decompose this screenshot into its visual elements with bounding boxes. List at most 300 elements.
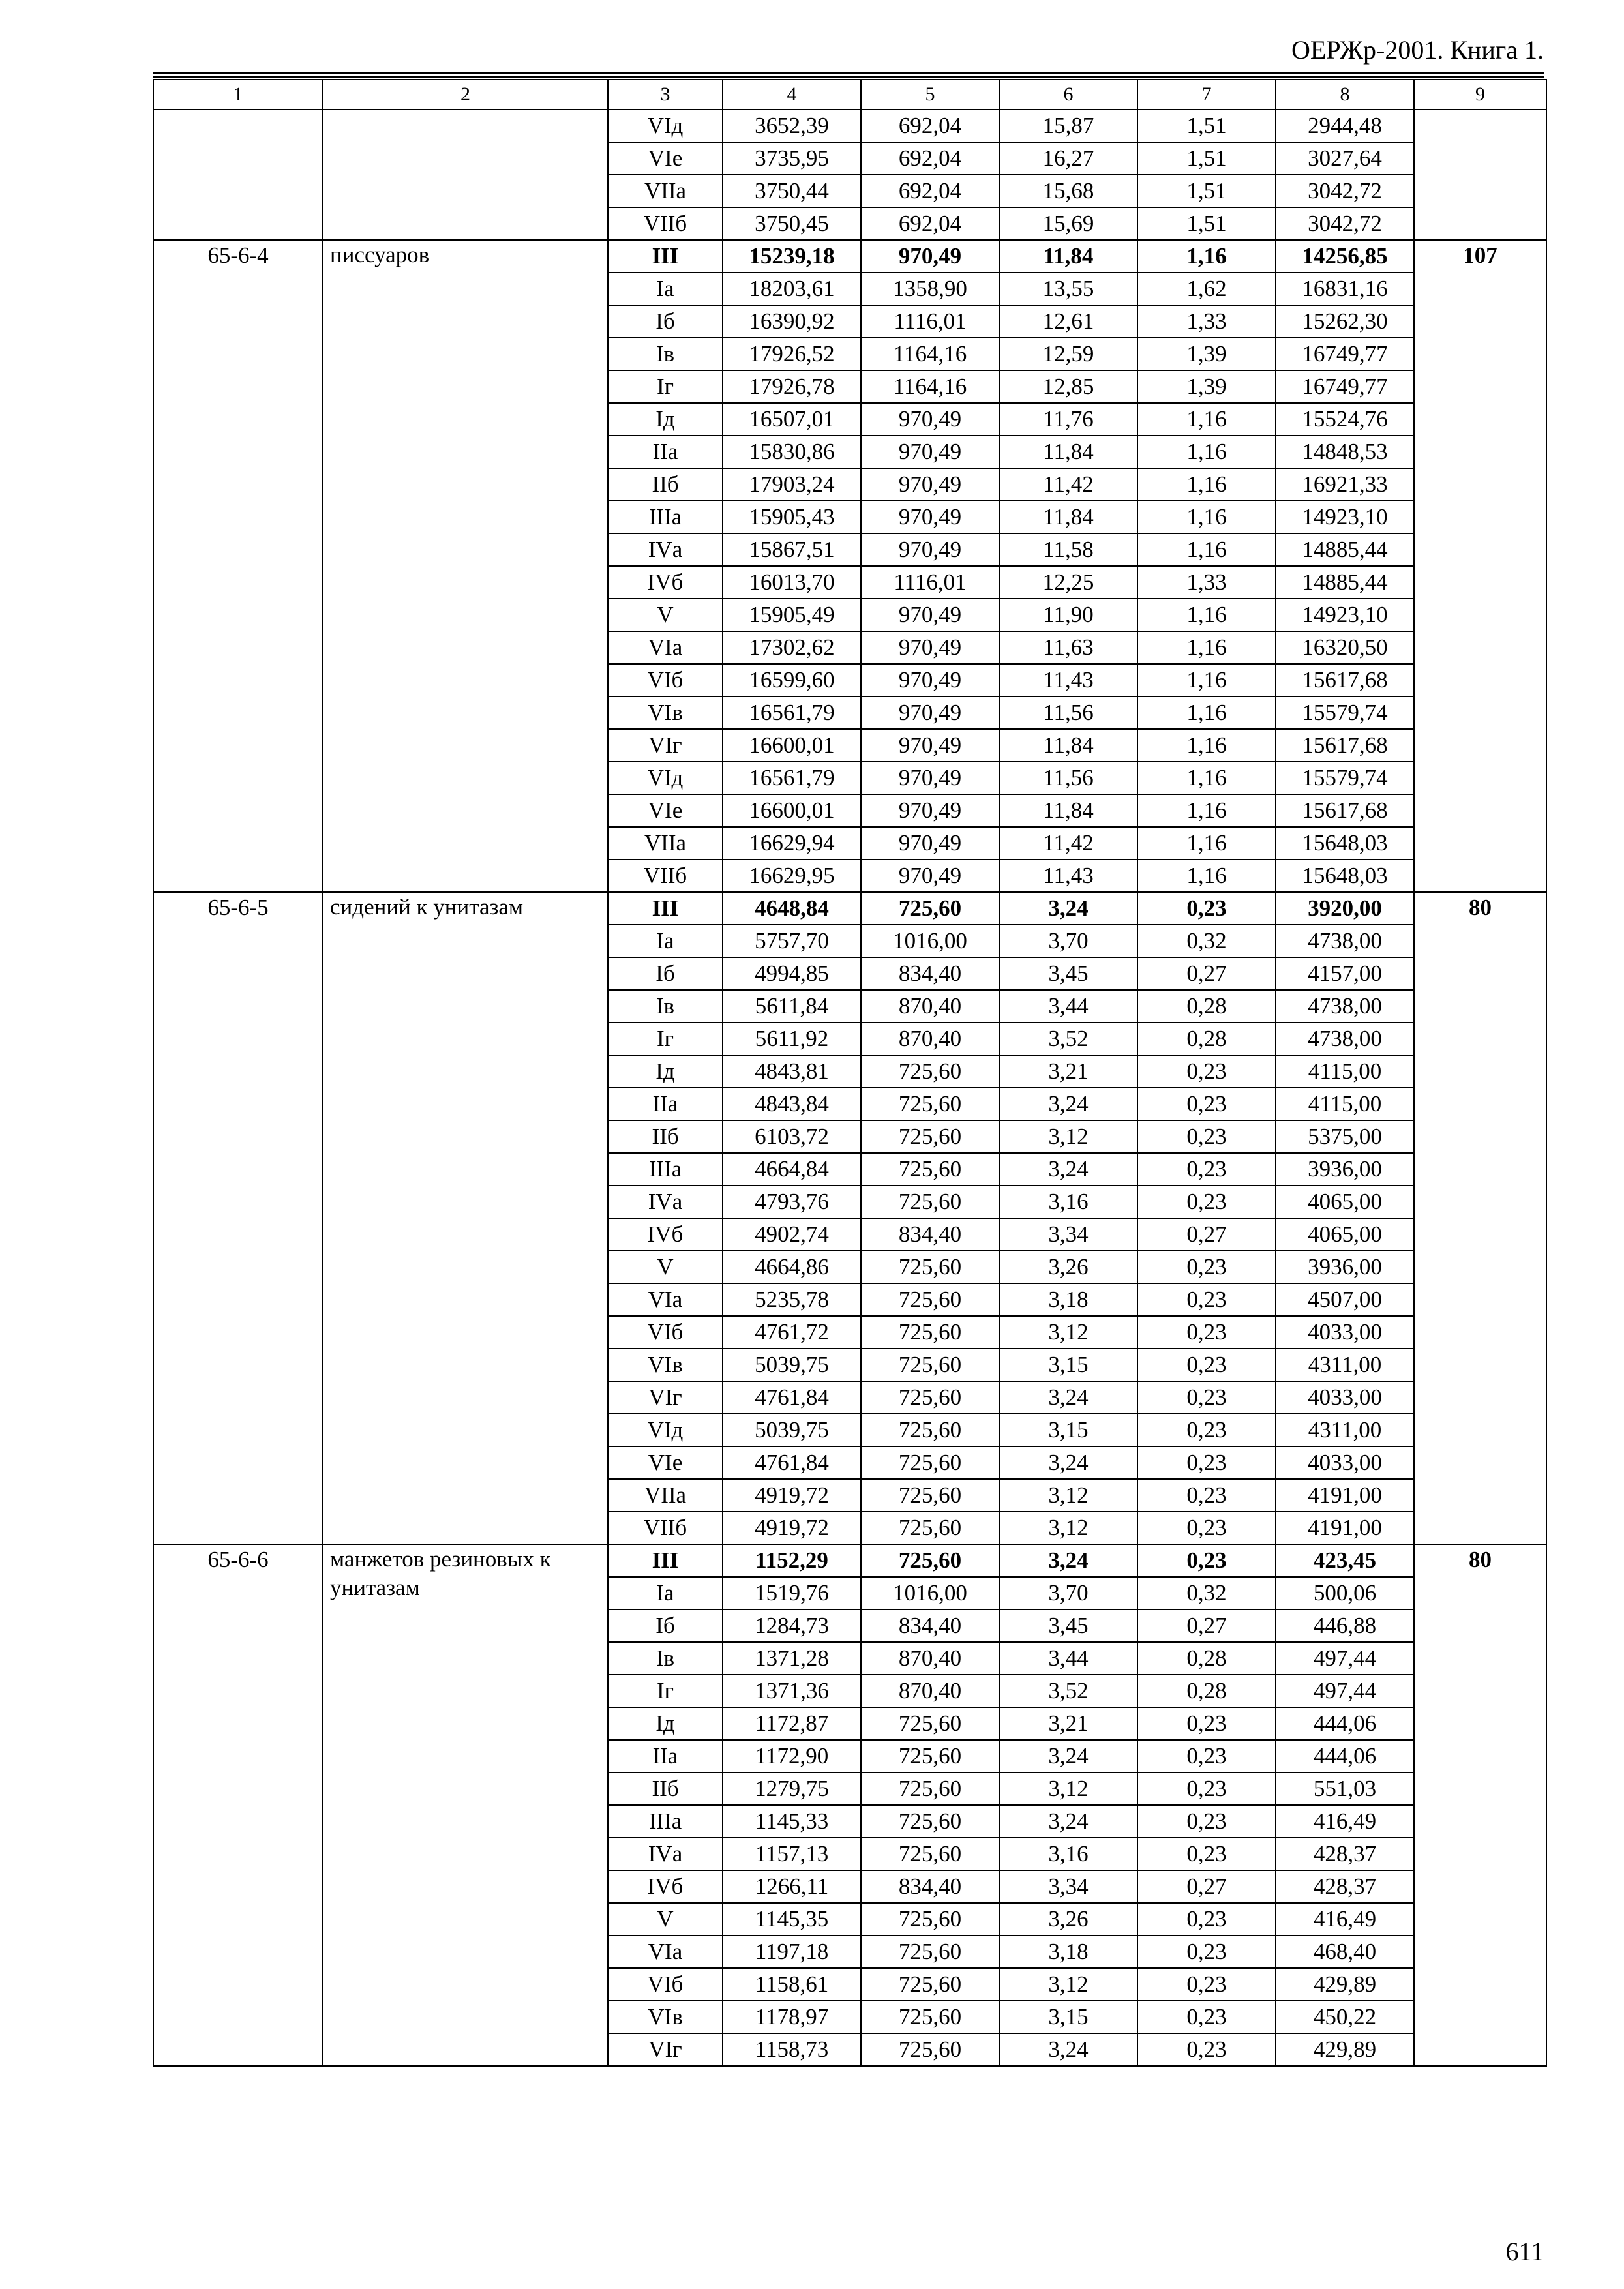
- value-cell: 1,16: [1137, 631, 1276, 664]
- value-cell: 0,23: [1137, 1186, 1276, 1218]
- value-cell: 3,15: [999, 2001, 1137, 2033]
- value-cell: 3,24: [999, 1740, 1137, 1773]
- value-cell: 0,32: [1137, 925, 1276, 957]
- value-cell: 11,58: [999, 533, 1137, 566]
- value-cell: 1,16: [1137, 240, 1276, 273]
- value-cell: 15579,74: [1276, 696, 1414, 729]
- value-cell: 3,34: [999, 1218, 1137, 1251]
- item-count-cell: 80: [1414, 1544, 1546, 2066]
- value-cell: 3,34: [999, 1870, 1137, 1903]
- value-cell: 5611,92: [723, 1023, 861, 1055]
- value-cell: 3,16: [999, 1186, 1137, 1218]
- region-cell: VIд: [608, 1414, 723, 1446]
- value-cell: 0,23: [1137, 1251, 1276, 1283]
- value-cell: 3652,39: [723, 110, 861, 142]
- region-cell: Iв: [608, 1642, 723, 1675]
- value-cell: 0,23: [1137, 2001, 1276, 2033]
- value-cell: 1172,90: [723, 1740, 861, 1773]
- value-cell: 870,40: [861, 1023, 999, 1055]
- column-number-cell: 9: [1414, 80, 1546, 110]
- document-header-title: ОЕРЖр-2001. Книга 1.: [1291, 35, 1544, 65]
- value-cell: 429,89: [1276, 2033, 1414, 2066]
- value-cell: 3,24: [999, 1153, 1137, 1186]
- value-cell: 4738,00: [1276, 990, 1414, 1023]
- value-cell: 468,40: [1276, 1936, 1414, 1968]
- value-cell: 4902,74: [723, 1218, 861, 1251]
- region-cell: IIа: [608, 436, 723, 468]
- value-cell: 0,23: [1137, 1544, 1276, 1577]
- value-cell: 4919,72: [723, 1479, 861, 1512]
- region-cell: VIе: [608, 1446, 723, 1479]
- value-cell: 3,44: [999, 1642, 1137, 1675]
- value-cell: 0,23: [1137, 1349, 1276, 1381]
- value-cell: 970,49: [861, 631, 999, 664]
- region-cell: IIа: [608, 1740, 723, 1773]
- value-cell: 0,23: [1137, 892, 1276, 925]
- value-cell: 5235,78: [723, 1283, 861, 1316]
- region-cell: V: [608, 1903, 723, 1936]
- value-cell: 0,23: [1137, 1120, 1276, 1153]
- value-cell: 970,49: [861, 468, 999, 501]
- value-cell: 1,62: [1137, 273, 1276, 305]
- value-cell: 3936,00: [1276, 1153, 1414, 1186]
- table-row: [153, 1544, 1546, 1577]
- value-cell: 3,45: [999, 1609, 1137, 1642]
- region-cell: VIг: [608, 1381, 723, 1414]
- value-cell: 4065,00: [1276, 1186, 1414, 1218]
- value-cell: 0,23: [1137, 1055, 1276, 1088]
- value-cell: 1178,97: [723, 2001, 861, 2033]
- value-cell: 2944,48: [1276, 110, 1414, 142]
- value-cell: 1,51: [1137, 207, 1276, 240]
- value-cell: 725,60: [861, 1838, 999, 1870]
- header-rule-thin: [153, 76, 1544, 78]
- value-cell: 4738,00: [1276, 1023, 1414, 1055]
- value-cell: 3936,00: [1276, 1251, 1414, 1283]
- region-cell: III: [608, 240, 723, 273]
- value-cell: 3,24: [999, 1381, 1137, 1414]
- value-cell: 1164,16: [861, 338, 999, 370]
- value-cell: 12,59: [999, 338, 1137, 370]
- region-cell: IIа: [608, 1088, 723, 1120]
- value-cell: 5039,75: [723, 1414, 861, 1446]
- value-cell: 834,40: [861, 1609, 999, 1642]
- value-cell: 4919,72: [723, 1512, 861, 1544]
- value-cell: 692,04: [861, 110, 999, 142]
- value-cell: 1116,01: [861, 566, 999, 599]
- value-cell: 16600,01: [723, 729, 861, 762]
- value-cell: 0,23: [1137, 1838, 1276, 1870]
- value-cell: 725,60: [861, 892, 999, 925]
- value-cell: 15524,76: [1276, 403, 1414, 436]
- value-cell: 1279,75: [723, 1773, 861, 1805]
- value-cell: 3,52: [999, 1675, 1137, 1707]
- value-cell: 16561,79: [723, 762, 861, 794]
- value-cell: 3,24: [999, 1446, 1137, 1479]
- value-cell: 0,23: [1137, 1936, 1276, 1968]
- value-cell: 1158,61: [723, 1968, 861, 2001]
- value-cell: 4648,84: [723, 892, 861, 925]
- value-cell: 4843,84: [723, 1088, 861, 1120]
- region-cell: III: [608, 1544, 723, 1577]
- region-cell: VIг: [608, 729, 723, 762]
- value-cell: 1,16: [1137, 762, 1276, 794]
- region-cell: VIд: [608, 110, 723, 142]
- value-cell: 1,16: [1137, 436, 1276, 468]
- value-cell: 16390,92: [723, 305, 861, 338]
- region-cell: Iб: [608, 1609, 723, 1642]
- value-cell: 11,84: [999, 240, 1137, 273]
- value-cell: 3,21: [999, 1055, 1137, 1088]
- region-cell: IVб: [608, 1218, 723, 1251]
- value-cell: 16507,01: [723, 403, 861, 436]
- value-cell: 14885,44: [1276, 533, 1414, 566]
- value-cell: 725,60: [861, 1381, 999, 1414]
- value-cell: 4311,00: [1276, 1349, 1414, 1381]
- value-cell: 3,18: [999, 1283, 1137, 1316]
- value-cell: 4065,00: [1276, 1218, 1414, 1251]
- value-cell: 725,60: [861, 1186, 999, 1218]
- value-cell: 15867,51: [723, 533, 861, 566]
- value-cell: 17926,78: [723, 370, 861, 403]
- value-cell: 834,40: [861, 957, 999, 990]
- region-cell: VIа: [608, 1283, 723, 1316]
- page-number: 611: [1505, 2237, 1544, 2266]
- value-cell: 0,23: [1137, 1446, 1276, 1479]
- value-cell: 444,06: [1276, 1707, 1414, 1740]
- value-cell: 428,37: [1276, 1870, 1414, 1903]
- value-cell: 551,03: [1276, 1773, 1414, 1805]
- item-name-cell: писсуаров: [323, 240, 608, 892]
- column-number-cell: 1: [153, 80, 323, 110]
- item-count-cell: [1414, 110, 1546, 240]
- value-cell: 446,88: [1276, 1609, 1414, 1642]
- value-cell: 15905,49: [723, 599, 861, 631]
- item-name-cell: сидений к унитазам: [323, 892, 608, 1544]
- value-cell: 1371,36: [723, 1675, 861, 1707]
- value-cell: 3,24: [999, 2033, 1137, 2066]
- value-cell: 11,76: [999, 403, 1137, 436]
- value-cell: 725,60: [861, 1251, 999, 1283]
- value-cell: 1197,18: [723, 1936, 861, 1968]
- column-number-row: [153, 80, 1546, 110]
- value-cell: 16629,94: [723, 827, 861, 860]
- item-code-cell: 65-6-6: [153, 1544, 323, 2066]
- value-cell: 15830,86: [723, 436, 861, 468]
- value-cell: 4664,84: [723, 1153, 861, 1186]
- value-cell: 3,24: [999, 1088, 1137, 1120]
- value-cell: 0,23: [1137, 1414, 1276, 1446]
- value-cell: 16600,01: [723, 794, 861, 827]
- region-cell: Iа: [608, 925, 723, 957]
- region-cell: VIв: [608, 1349, 723, 1381]
- value-cell: 1016,00: [861, 1577, 999, 1609]
- value-cell: 1284,73: [723, 1609, 861, 1642]
- region-cell: VIе: [608, 142, 723, 175]
- table-row: [153, 240, 1546, 273]
- value-cell: 1145,33: [723, 1805, 861, 1838]
- value-cell: 1,51: [1137, 142, 1276, 175]
- value-cell: 3750,44: [723, 175, 861, 207]
- price-table: [153, 79, 1547, 2067]
- value-cell: 4311,00: [1276, 1414, 1414, 1446]
- region-cell: Iд: [608, 1055, 723, 1088]
- region-cell: VIIа: [608, 175, 723, 207]
- region-cell: VIд: [608, 762, 723, 794]
- value-cell: 11,84: [999, 794, 1137, 827]
- region-cell: III: [608, 892, 723, 925]
- region-cell: VIв: [608, 696, 723, 729]
- value-cell: 970,49: [861, 827, 999, 860]
- value-cell: 11,84: [999, 501, 1137, 533]
- region-cell: Iв: [608, 990, 723, 1023]
- region-cell: VIа: [608, 631, 723, 664]
- region-cell: Iв: [608, 338, 723, 370]
- column-number-cell: 8: [1276, 80, 1414, 110]
- region-cell: Iд: [608, 403, 723, 436]
- value-cell: 4761,84: [723, 1381, 861, 1414]
- value-cell: 3042,72: [1276, 175, 1414, 207]
- value-cell: 11,84: [999, 729, 1137, 762]
- value-cell: 3,12: [999, 1512, 1137, 1544]
- value-cell: 725,60: [861, 2033, 999, 2066]
- value-cell: 725,60: [861, 1740, 999, 1773]
- value-cell: 4191,00: [1276, 1479, 1414, 1512]
- value-cell: 3,44: [999, 990, 1137, 1023]
- region-cell: VIIб: [608, 1512, 723, 1544]
- value-cell: 1,33: [1137, 305, 1276, 338]
- value-cell: 0,28: [1137, 1642, 1276, 1675]
- value-cell: 11,90: [999, 599, 1137, 631]
- value-cell: 15617,68: [1276, 794, 1414, 827]
- value-cell: 14885,44: [1276, 566, 1414, 599]
- value-cell: 1,33: [1137, 566, 1276, 599]
- value-cell: 428,37: [1276, 1838, 1414, 1870]
- value-cell: 11,43: [999, 664, 1137, 696]
- value-cell: 1145,35: [723, 1903, 861, 1936]
- value-cell: 16320,50: [1276, 631, 1414, 664]
- value-cell: 11,56: [999, 696, 1137, 729]
- value-cell: 3,15: [999, 1414, 1137, 1446]
- column-number-cell: 3: [608, 80, 723, 110]
- value-cell: 15239,18: [723, 240, 861, 273]
- region-cell: Iб: [608, 957, 723, 990]
- column-number-cell: 2: [323, 80, 608, 110]
- region-cell: IVа: [608, 1186, 723, 1218]
- value-cell: 3,26: [999, 1251, 1137, 1283]
- value-cell: 970,49: [861, 240, 999, 273]
- value-cell: 4033,00: [1276, 1446, 1414, 1479]
- value-cell: 692,04: [861, 207, 999, 240]
- value-cell: 725,60: [861, 1512, 999, 1544]
- value-cell: 970,49: [861, 696, 999, 729]
- value-cell: 725,60: [861, 1088, 999, 1120]
- value-cell: 14256,85: [1276, 240, 1414, 273]
- value-cell: 4033,00: [1276, 1316, 1414, 1349]
- value-cell: 4033,00: [1276, 1381, 1414, 1414]
- value-cell: 0,23: [1137, 1479, 1276, 1512]
- table-row: [153, 110, 1546, 142]
- table-row: [153, 892, 1546, 925]
- value-cell: 15905,43: [723, 501, 861, 533]
- value-cell: 5375,00: [1276, 1120, 1414, 1153]
- value-cell: 16,27: [999, 142, 1137, 175]
- value-cell: 3,16: [999, 1838, 1137, 1870]
- value-cell: 870,40: [861, 990, 999, 1023]
- region-cell: IIб: [608, 1773, 723, 1805]
- value-cell: 4191,00: [1276, 1512, 1414, 1544]
- value-cell: 970,49: [861, 794, 999, 827]
- value-cell: 1,16: [1137, 860, 1276, 892]
- region-cell: Iд: [608, 1707, 723, 1740]
- value-cell: 1,39: [1137, 338, 1276, 370]
- item-code-cell: 65-6-4: [153, 240, 323, 892]
- value-cell: 1,16: [1137, 794, 1276, 827]
- value-cell: 14848,53: [1276, 436, 1414, 468]
- region-cell: IVб: [608, 566, 723, 599]
- region-cell: IVа: [608, 533, 723, 566]
- value-cell: 3,70: [999, 1577, 1137, 1609]
- region-cell: IIIа: [608, 501, 723, 533]
- region-cell: Iа: [608, 273, 723, 305]
- value-cell: 970,49: [861, 436, 999, 468]
- value-cell: 4664,86: [723, 1251, 861, 1283]
- value-cell: 1266,11: [723, 1870, 861, 1903]
- column-number-cell: 6: [999, 80, 1137, 110]
- value-cell: 15617,68: [1276, 729, 1414, 762]
- region-cell: IIб: [608, 1120, 723, 1153]
- value-cell: 17926,52: [723, 338, 861, 370]
- value-cell: 16831,16: [1276, 273, 1414, 305]
- value-cell: 970,49: [861, 860, 999, 892]
- region-cell: Iг: [608, 1023, 723, 1055]
- value-cell: 1152,29: [723, 1544, 861, 1577]
- value-cell: 725,60: [861, 1349, 999, 1381]
- value-cell: 692,04: [861, 142, 999, 175]
- value-cell: 16921,33: [1276, 468, 1414, 501]
- region-cell: IIIа: [608, 1805, 723, 1838]
- value-cell: 3,12: [999, 1316, 1137, 1349]
- region-cell: VIг: [608, 2033, 723, 2066]
- value-cell: 416,49: [1276, 1805, 1414, 1838]
- value-cell: 870,40: [861, 1675, 999, 1707]
- region-cell: VIб: [608, 1316, 723, 1349]
- value-cell: 5757,70: [723, 925, 861, 957]
- value-cell: 4115,00: [1276, 1055, 1414, 1088]
- value-cell: 3,12: [999, 1968, 1137, 2001]
- value-cell: 834,40: [861, 1218, 999, 1251]
- value-cell: 4761,84: [723, 1446, 861, 1479]
- value-cell: 4507,00: [1276, 1283, 1414, 1316]
- value-cell: 12,25: [999, 566, 1137, 599]
- value-cell: 11,42: [999, 468, 1137, 501]
- region-cell: V: [608, 599, 723, 631]
- value-cell: 1,16: [1137, 729, 1276, 762]
- value-cell: 497,44: [1276, 1642, 1414, 1675]
- value-cell: 1,16: [1137, 664, 1276, 696]
- column-number-cell: 7: [1137, 80, 1276, 110]
- table-body: [153, 80, 1546, 2066]
- item-name-cell: [323, 110, 608, 240]
- item-code-cell: 65-6-5: [153, 892, 323, 1544]
- value-cell: 1,16: [1137, 827, 1276, 860]
- item-name-cell: манжетов резиновых к унитазам: [323, 1544, 608, 2066]
- value-cell: 15,68: [999, 175, 1137, 207]
- value-cell: 14923,10: [1276, 501, 1414, 533]
- value-cell: 725,60: [861, 1903, 999, 1936]
- value-cell: 1,16: [1137, 533, 1276, 566]
- region-cell: IIIа: [608, 1153, 723, 1186]
- value-cell: 0,23: [1137, 1088, 1276, 1120]
- value-cell: 16599,60: [723, 664, 861, 696]
- region-cell: Iг: [608, 370, 723, 403]
- value-cell: 4115,00: [1276, 1088, 1414, 1120]
- value-cell: 3750,45: [723, 207, 861, 240]
- value-cell: 15579,74: [1276, 762, 1414, 794]
- value-cell: 3735,95: [723, 142, 861, 175]
- value-cell: 725,60: [861, 1316, 999, 1349]
- value-cell: 15262,30: [1276, 305, 1414, 338]
- value-cell: 1,51: [1137, 110, 1276, 142]
- value-cell: 16561,79: [723, 696, 861, 729]
- value-cell: 725,60: [861, 1773, 999, 1805]
- value-cell: 16013,70: [723, 566, 861, 599]
- value-cell: 0,28: [1137, 1675, 1276, 1707]
- value-cell: 3,45: [999, 957, 1137, 990]
- value-cell: 0,27: [1137, 1609, 1276, 1642]
- value-cell: 3027,64: [1276, 142, 1414, 175]
- value-cell: 16749,77: [1276, 370, 1414, 403]
- region-cell: IVб: [608, 1870, 723, 1903]
- value-cell: 1172,87: [723, 1707, 861, 1740]
- value-cell: 3,52: [999, 1023, 1137, 1055]
- value-cell: 1358,90: [861, 273, 999, 305]
- value-cell: 970,49: [861, 501, 999, 533]
- value-cell: 0,23: [1137, 1968, 1276, 2001]
- value-cell: 3,12: [999, 1479, 1137, 1512]
- value-cell: 12,85: [999, 370, 1137, 403]
- value-cell: 0,23: [1137, 1740, 1276, 1773]
- value-cell: 1,39: [1137, 370, 1276, 403]
- value-cell: 15,87: [999, 110, 1137, 142]
- value-cell: 4994,85: [723, 957, 861, 990]
- region-cell: VIIб: [608, 860, 723, 892]
- value-cell: 0,27: [1137, 1218, 1276, 1251]
- region-cell: IVа: [608, 1838, 723, 1870]
- value-cell: 12,61: [999, 305, 1137, 338]
- value-cell: 11,63: [999, 631, 1137, 664]
- value-cell: 1016,00: [861, 925, 999, 957]
- value-cell: 11,42: [999, 827, 1137, 860]
- value-cell: 3,26: [999, 1903, 1137, 1936]
- item-code-cell: [153, 110, 323, 240]
- value-cell: 3920,00: [1276, 892, 1414, 925]
- value-cell: 14923,10: [1276, 599, 1414, 631]
- value-cell: 3,15: [999, 1349, 1137, 1381]
- value-cell: 3,24: [999, 1544, 1137, 1577]
- region-cell: VIа: [608, 1936, 723, 1968]
- value-cell: 6103,72: [723, 1120, 861, 1153]
- value-cell: 725,60: [861, 1707, 999, 1740]
- region-cell: V: [608, 1251, 723, 1283]
- item-count-cell: 80: [1414, 892, 1546, 1544]
- value-cell: 4843,81: [723, 1055, 861, 1088]
- region-cell: Iа: [608, 1577, 723, 1609]
- value-cell: 416,49: [1276, 1903, 1414, 1936]
- value-cell: 725,60: [861, 1414, 999, 1446]
- value-cell: 1,51: [1137, 175, 1276, 207]
- region-cell: VIе: [608, 794, 723, 827]
